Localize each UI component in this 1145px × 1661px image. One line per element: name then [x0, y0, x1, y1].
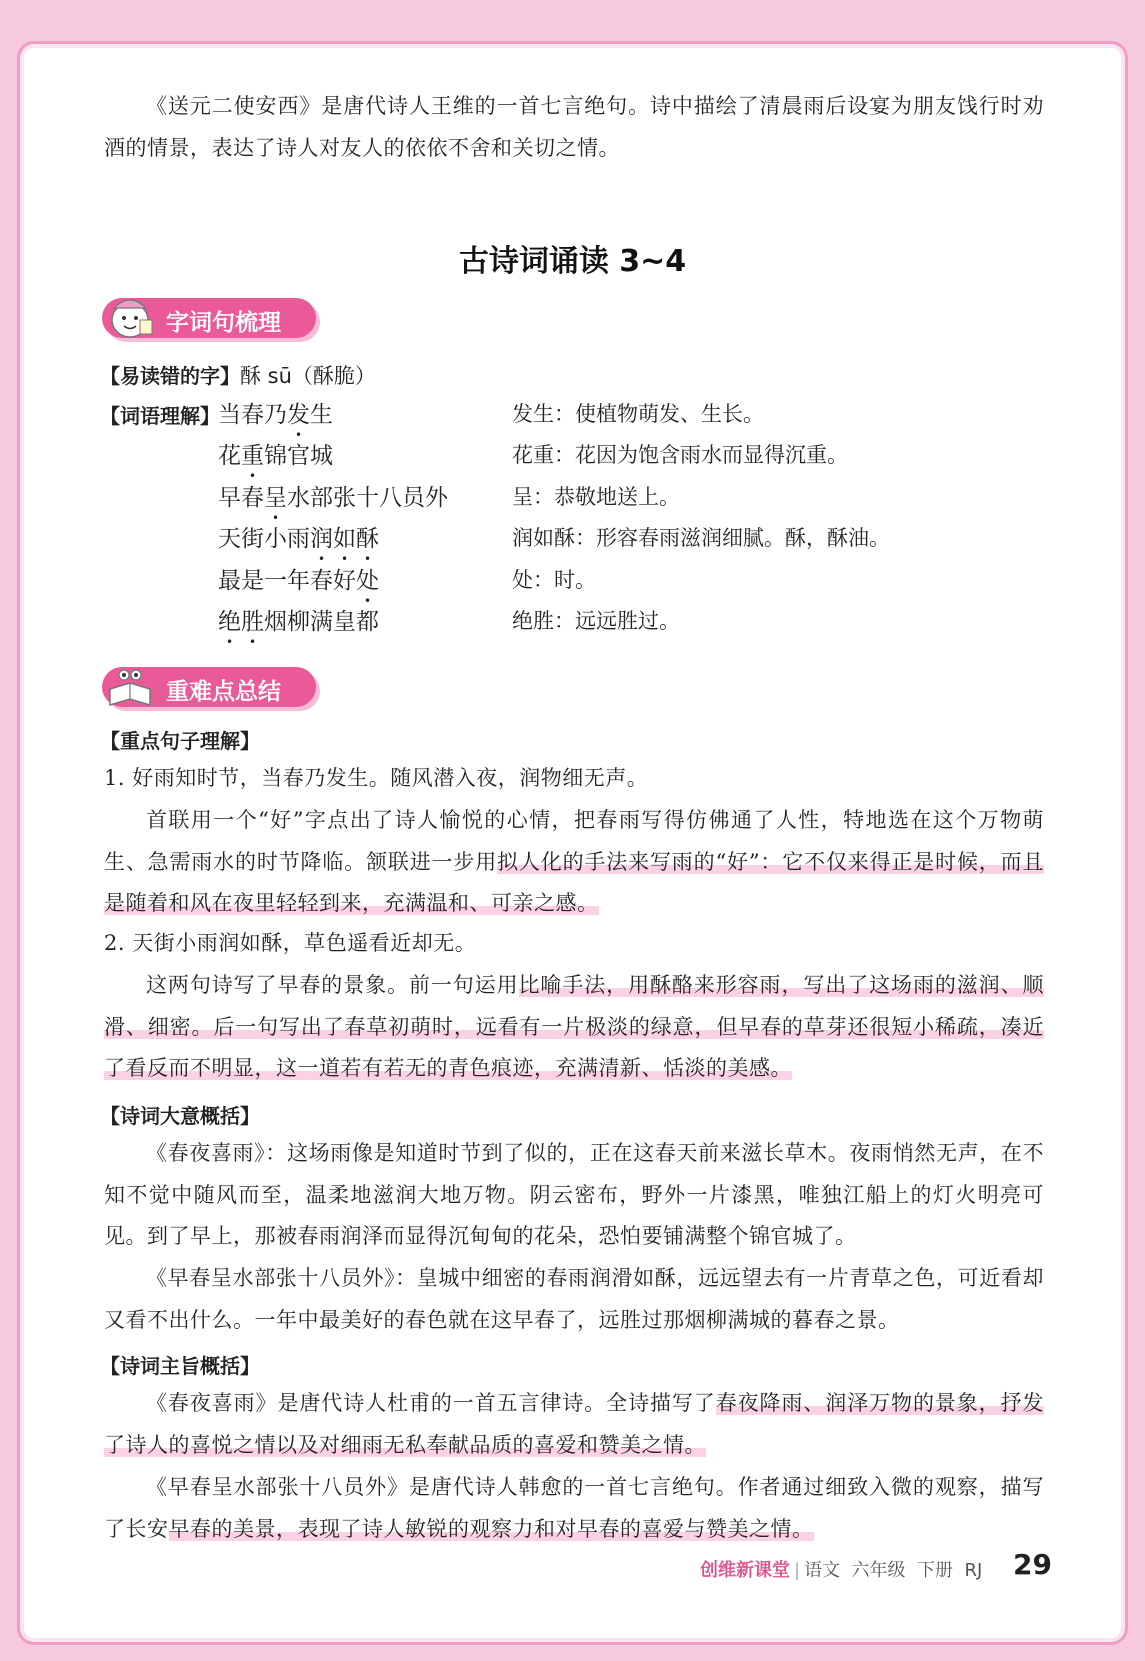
vocab-word: 早春呈水部张十八员外	[218, 485, 448, 511]
misread-label: 【易读错的字】	[100, 364, 240, 388]
key-sentences-label: 【重点句子理解】	[100, 729, 260, 753]
vocab-word: 最是一年春好处	[218, 568, 379, 594]
footer-edition: RJ	[964, 1560, 983, 1581]
summary-label: 【诗词大意概括】	[100, 1104, 260, 1128]
misread-row	[100, 360, 376, 390]
key-sentence-1: 1. 好雨知时节，当春乃发生。随风潜入夜，润物细无声。	[104, 766, 649, 790]
vocab-label: 【词语理解】	[100, 404, 220, 428]
intro-paragraph	[104, 86, 1044, 169]
page-number: 29	[1013, 1548, 1052, 1581]
section-badge-key-points	[102, 667, 316, 707]
intro-line-1: 《送元二使安西》是唐代诗人王维的一首七言绝句。诗中描绘了清晨雨后设宴为朋友饯	[146, 94, 979, 118]
section-label: 重难点总结	[166, 679, 281, 705]
page-title: 古诗词诵读 3~4	[458, 244, 687, 279]
vocab-def: 花重：花因为饱含雨水而显得沉重。	[512, 443, 848, 467]
theme-paragraph-2: 《早春呈水部张十八员外》是唐代诗人韩愈的一首七言绝句。作者通过细致入微的观察，描写了长安早春的美景，表现了诗人敏锐的观察力和对早春的喜爱与赞美之情。	[104, 1475, 1044, 1541]
key-sentence-1-analysis: 首联用一个“好”字点出了诗人愉悦的心情，把春雨写得仿佛通了人性，特地选在这个万物萌生、急需雨水的时节降临。颔联进一步用拟人化的手法来写雨的“好”：它不仅来得正是时候，而且是随着和风在夜里轻轻到来，充满温和、可亲之感。	[104, 808, 1044, 916]
section-label: 字词句梳理	[166, 310, 281, 336]
misread-text: 酥 sū（酥脆）	[240, 364, 376, 388]
mascot-icon	[104, 290, 158, 342]
footer-volume: 下册	[916, 1560, 953, 1581]
theme-paragraph-1: 《春夜喜雨》是唐代诗人杜甫的一首五言律诗。全诗描写了春夜降雨、润泽万物的景象，抒发了诗人的喜悦之情以及对细雨无私奉献品质的喜爱和赞美之情。	[104, 1391, 1045, 1457]
summary-paragraph-1: 《春夜喜雨》：这场雨像是知道时节到了似的，正在这春天前来滋长草木。夜雨悄然无声，在不知不觉中随风而至，温柔地滋润大地万物。阴云密布，野外一片漆黑，唯独江船上的灯火明亮可见。到了早上，那被春雨润泽而显得沉甸甸的花朵，恐怕要铺满整个锦官城了。	[104, 1141, 1044, 1249]
footer-brand: 创维新课堂	[700, 1560, 790, 1581]
vocab-def: 呈：恭敬地送上。	[512, 485, 680, 509]
vocab-word: 天街小雨润如酥	[218, 526, 379, 552]
summary-paragraph-2: 《早春呈水部张十八员外》：皇城中细密的春雨润滑如酥，远远望去有一片青草之色，可近看却又看不出什么。一年中最美好的春色就在这早春了，远胜过那烟柳满城的暮春之景。	[104, 1266, 1044, 1332]
key-sentence-2-analysis: 这两句诗写了早春的景象。前一句运用比喻手法，用酥酪来形容雨，写出了这场雨的滋润、顺滑、细密。后一句写出了春草初萌时，远看有一片极淡的绿意，但早春的草芽还很短小稀疏，凑近了看反而不明显，这一道若有若无的青色痕迹，充满清新、恬淡的美感。	[104, 973, 1045, 1081]
vocab-word: 花重锦官城	[218, 443, 333, 469]
intro-line-2: 行时劝酒的情景，表达了诗人对友人的依依不舍和关切之情。	[104, 94, 1044, 160]
key-sentence-2: 2. 天街小雨润如酥，草色遥看近却无。	[104, 931, 477, 955]
vocab-word: 绝胜烟柳满皇都	[218, 609, 379, 635]
section-badge-vocab	[102, 298, 316, 338]
book-mascot-icon	[104, 659, 158, 711]
vocab-def: 发生：使植物萌发、生长。	[512, 402, 764, 426]
footer-grade: 六年级	[851, 1560, 906, 1581]
vocab-def: 绝胜：远远胜过。	[512, 609, 680, 633]
footer: 创维新课堂 | 语文 六年级 下册 RJ	[700, 1560, 983, 1581]
footer-subject: 语文	[804, 1560, 841, 1581]
vocab-def: 润如酥：形容春雨滋润细腻。酥，酥油。	[512, 526, 890, 550]
vocab-def: 处：时。	[512, 568, 596, 592]
theme-label: 【诗词主旨概括】	[100, 1354, 260, 1378]
vocab-word: 当春乃发生	[218, 402, 333, 428]
